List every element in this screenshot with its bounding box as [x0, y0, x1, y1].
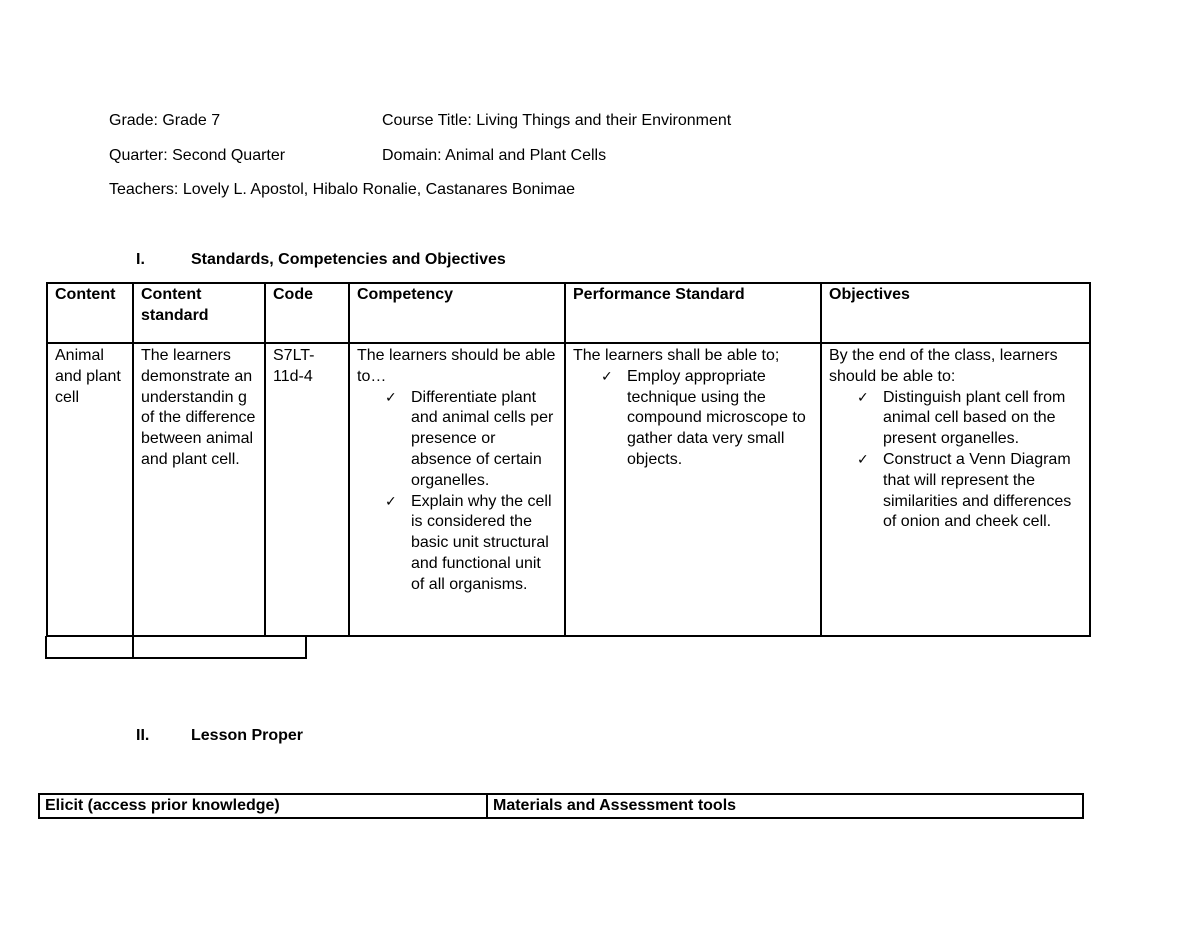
content-text: Animal and plant cell [55, 347, 121, 406]
standards-header-row [47, 283, 1090, 343]
header-competency: Competency [349, 283, 565, 343]
empty-table-row [45, 636, 307, 659]
content-standard-text: The learners demonstrate an understandin g of the difference between animal and plant cell. [141, 347, 256, 468]
check-icon: ✓ [385, 493, 397, 510]
section-2-title: Lesson Proper [191, 727, 304, 744]
cell-objectives [821, 343, 1090, 636]
grade-label: Grade: Grade 7 [109, 112, 221, 129]
performance-list [573, 367, 813, 471]
header-content-standard: Content standard [133, 283, 265, 343]
cell-content-standard [133, 343, 265, 636]
objectives-item-text: Construct a Venn Diagram that will represent the similarities and differences of onion and cheek cell. [883, 450, 1072, 531]
section-2-number: II. [136, 727, 150, 744]
header-content: Content [47, 283, 133, 343]
check-icon: ✓ [857, 451, 869, 468]
list-item [385, 492, 557, 596]
check-icon: ✓ [385, 389, 397, 406]
quarter-label: Quarter: Second Quarter [109, 147, 286, 164]
check-icon: ✓ [601, 368, 613, 385]
lesson-table [38, 793, 1084, 819]
domain-label: Domain: Animal and Plant Cells [382, 147, 607, 164]
section-1-title: Standards, Competencies and Objectives [191, 251, 506, 268]
standards-table [46, 282, 1091, 637]
header-objectives: Objectives [821, 283, 1090, 343]
list-item [857, 450, 1082, 533]
lesson-header-row [39, 794, 1083, 818]
teachers-label: Teachers: Lovely L. Apostol, Hibalo Ronalie, Castanares Bonimae [109, 181, 576, 198]
cell-code [265, 343, 349, 636]
objectives-list [829, 388, 1082, 534]
performance-intro: The learners shall be able to; [573, 347, 780, 364]
objectives-item-text: Distinguish plant cell from animal cell based on the present organelles. [883, 388, 1066, 448]
objectives-intro: By the end of the class, learners should be able to: [829, 347, 1058, 385]
empty-row-divider [132, 636, 134, 657]
section-1-number: I. [136, 251, 145, 268]
header-code: Code [265, 283, 349, 343]
lesson-col-elicit: Elicit (access prior knowledge) [39, 794, 487, 818]
competency-item-text: Explain why the cell is considered the basic unit structural and functional unit of all organisms. [411, 492, 552, 593]
cell-competency [349, 343, 565, 636]
performance-item-text: Employ appropriate technique using the compound microscope to gather data very small objects. [627, 367, 806, 468]
check-icon: ✓ [857, 389, 869, 406]
cell-content [47, 343, 133, 636]
list-item [601, 367, 813, 471]
code-text: S7LT-11d-4 [273, 347, 315, 385]
competency-list [357, 388, 557, 596]
competency-intro: The learners should be able to… [357, 347, 556, 385]
header-performance-standard: Performance Standard [565, 283, 821, 343]
competency-item-text: Differentiate plant and animal cells per presence or absence of certain organelles. [411, 388, 554, 489]
standards-body-row [47, 343, 1090, 636]
list-item [857, 388, 1082, 450]
cell-performance-standard [565, 343, 821, 636]
course-title-label: Course Title: Living Things and their Environment [382, 112, 732, 129]
list-item [385, 388, 557, 492]
lesson-col-materials: Materials and Assessment tools [487, 794, 1083, 818]
